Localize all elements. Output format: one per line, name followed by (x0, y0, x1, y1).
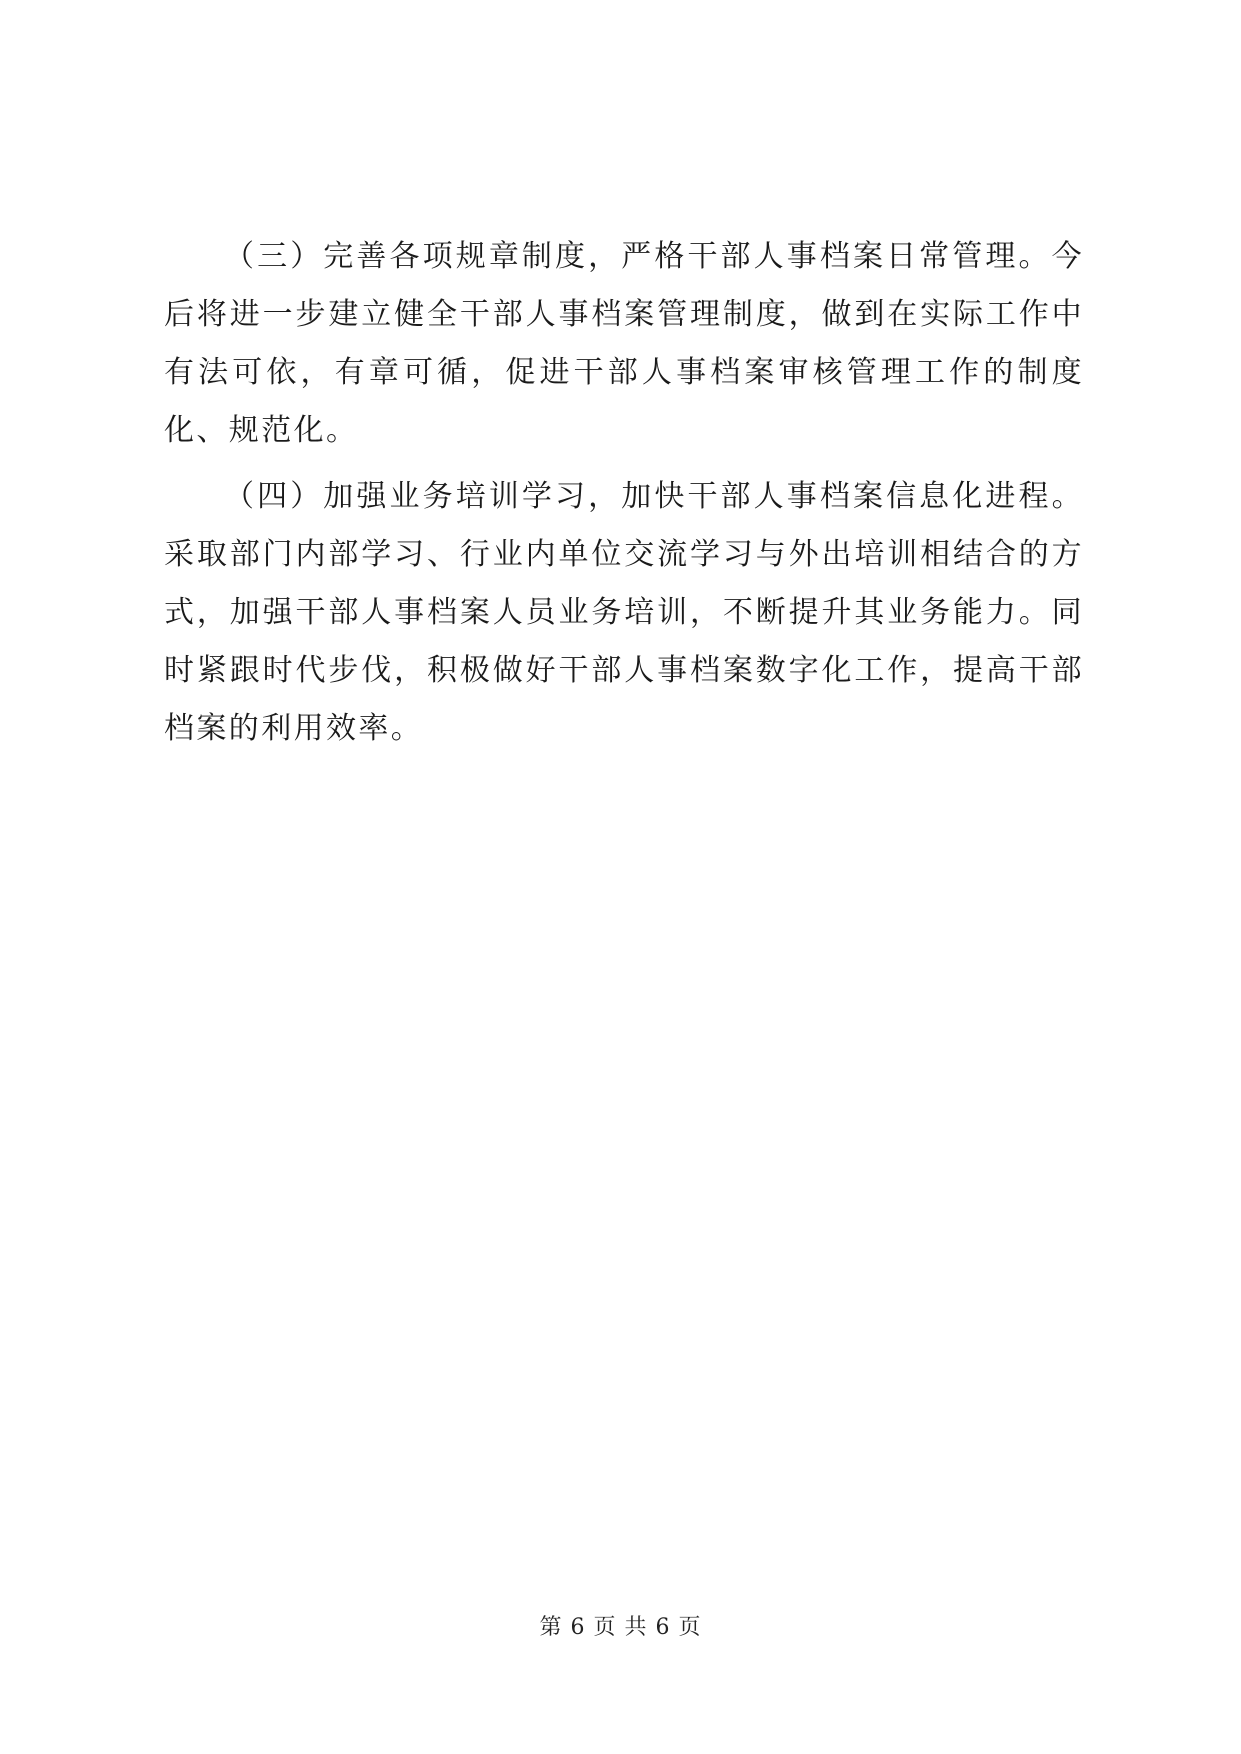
document-body (164, 228, 1084, 766)
paragraph-section-3: （三）完善各项规章制度，严格干部人事档案日常管理。今后将进一步建立健全干部人事档案管理制度，做到在实际工作中有法可依，有章可循，促进干部人事档案审核管理工作的制度化、规范化。 (164, 239, 1084, 448)
page-number-footer: 第 6 页 共 6 页 (539, 1615, 702, 1640)
paragraph-section-4: （四）加强业务培训学习，加快干部人事档案信息化进程。采取部门内部学习、行业内单位交流学习与外出培训相结合的方式，加强干部人事档案人员业务培训，不断提升其业务能力。同时紧跟时代步伐，积极做好干部人事档案数字化工作，提高干部档案的利用效率。 (164, 479, 1084, 746)
